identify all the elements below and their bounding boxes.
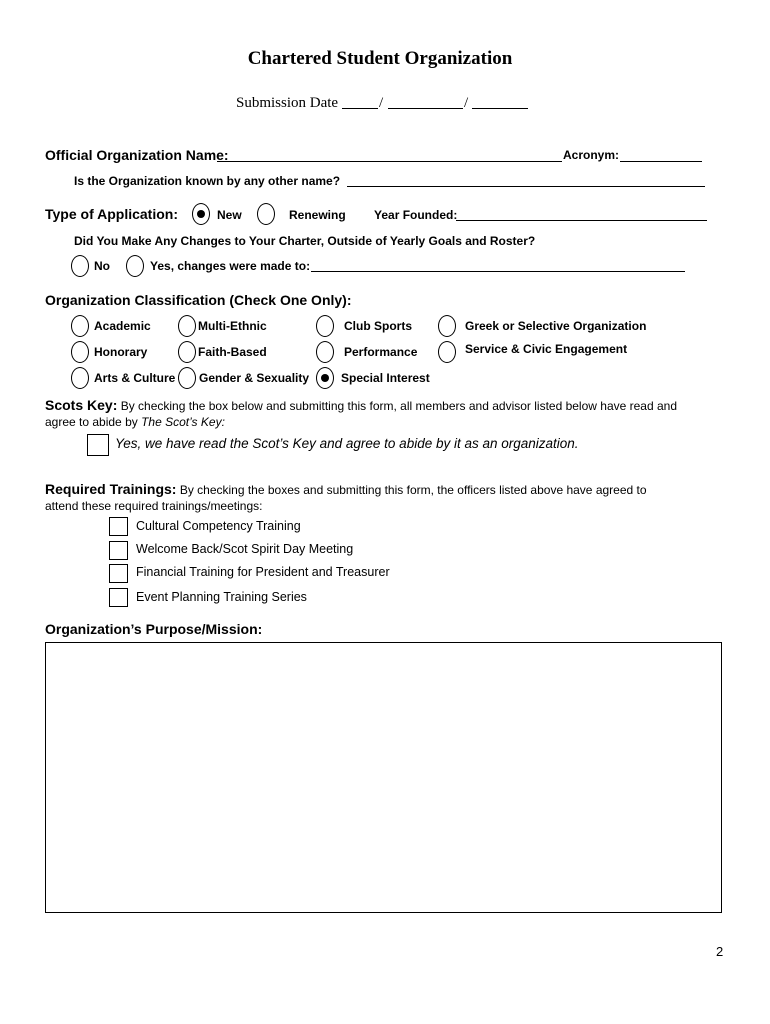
class-greek-label: Greek or Selective Organization xyxy=(465,319,647,333)
type-new-radio[interactable] xyxy=(192,203,210,225)
scots-key-agree-checkbox[interactable] xyxy=(87,434,109,456)
training-cultural-label: Cultural Competency Training xyxy=(136,519,301,533)
acronym-field[interactable] xyxy=(620,161,702,162)
charter-yes-radio[interactable] xyxy=(126,255,144,277)
class-honorary-radio[interactable] xyxy=(71,341,89,363)
trainings-paragraph xyxy=(45,481,647,497)
charter-no-label: No xyxy=(94,259,110,273)
org-name-field[interactable] xyxy=(217,161,562,162)
class-honorary-label: Honorary xyxy=(94,345,148,359)
scots-key-line-2 xyxy=(45,415,225,429)
charter-no-radio[interactable] xyxy=(71,255,89,277)
training-welcome-checkbox[interactable] xyxy=(109,541,128,560)
class-service-label: Service & Civic Engagement xyxy=(465,342,628,356)
submission-date-label: Submission Date xyxy=(236,95,339,111)
class-club-sports-radio[interactable] xyxy=(316,315,334,337)
class-club-sports-label: Club Sports xyxy=(344,319,412,333)
type-renewing-label: Renewing xyxy=(289,208,346,222)
scots-key-agree-label: Yes, we have read the Scot’s Key and agree to abide by it as an organization. xyxy=(115,436,579,451)
training-event-checkbox[interactable] xyxy=(109,588,128,607)
class-faith-based-label: Faith-Based xyxy=(198,345,267,359)
mission-textarea[interactable] xyxy=(45,642,722,913)
submission-month-field[interactable] xyxy=(342,108,378,109)
class-performance-radio[interactable] xyxy=(316,341,334,363)
class-academic-radio[interactable] xyxy=(71,315,89,337)
form-title: Chartered Student Organization xyxy=(247,48,513,69)
training-event-label: Event Planning Training Series xyxy=(136,590,307,604)
training-welcome-label: Welcome Back/Scot Spirit Day Meeting xyxy=(136,542,354,556)
class-performance-label: Performance xyxy=(344,345,418,359)
org-name-label: Official Organization Name: xyxy=(45,147,229,163)
scots-key-text-1: By checking the box below and submitting this form, all members and advisor listed below have read and xyxy=(120,399,677,413)
class-arts-culture-radio[interactable] xyxy=(71,367,89,389)
classification-label: Organization Classification (Check One Only): xyxy=(45,292,352,308)
year-founded-field[interactable] xyxy=(456,220,707,221)
class-academic-label: Academic xyxy=(94,319,151,333)
date-slash-1: / xyxy=(379,95,384,111)
scots-key-text-2: agree to abide by xyxy=(45,415,142,429)
charter-changes-field[interactable] xyxy=(311,271,685,272)
submission-year-field[interactable] xyxy=(472,108,528,109)
class-gender-sexuality-radio[interactable] xyxy=(178,367,196,389)
class-faith-based-radio[interactable] xyxy=(178,341,196,363)
training-financial-label: Financial Training for President and Treasurer xyxy=(136,565,390,579)
acronym-label: Acronym: xyxy=(563,148,620,162)
class-multi-ethnic-radio[interactable] xyxy=(178,315,196,337)
scots-key-heading: Scots Key: xyxy=(45,397,118,413)
trainings-heading: Required Trainings: xyxy=(45,481,177,497)
class-special-interest-radio[interactable] xyxy=(316,367,334,389)
trainings-text-2: attend these required trainings/meetings: xyxy=(45,499,263,513)
page-number: 2 xyxy=(716,944,724,959)
date-slash-2: / xyxy=(464,95,469,111)
type-label: Type of Application: xyxy=(45,206,178,222)
training-financial-checkbox[interactable] xyxy=(109,564,128,583)
class-multi-ethnic-label: Multi-Ethnic xyxy=(198,319,267,333)
charter-yes-label: Yes, changes were made to: xyxy=(150,259,311,273)
type-renewing-radio[interactable] xyxy=(257,203,275,225)
mission-label: Organization’s Purpose/Mission: xyxy=(45,621,263,637)
class-service-radio[interactable] xyxy=(438,341,456,363)
trainings-text-1: By checking the boxes and submitting this form, the officers listed above have agreed to xyxy=(179,483,647,497)
scots-key-paragraph xyxy=(45,397,677,413)
year-founded-label: Year Founded: xyxy=(374,208,458,222)
other-name-field[interactable] xyxy=(347,186,705,187)
scots-key-title: The Scot’s Key: xyxy=(141,415,225,429)
other-name-label: Is the Organization known by any other name? xyxy=(74,174,341,188)
class-gender-sexuality-label: Gender & Sexuality xyxy=(199,371,310,385)
training-cultural-checkbox[interactable] xyxy=(109,517,128,536)
type-new-label: New xyxy=(217,208,242,222)
charter-changes-question: Did You Make Any Changes to Your Charter, Outside of Yearly Goals and Roster? xyxy=(74,234,536,248)
class-greek-radio[interactable] xyxy=(438,315,456,337)
submission-day-field[interactable] xyxy=(388,108,463,109)
class-arts-culture-label: Arts & Culture xyxy=(94,371,176,385)
class-special-interest-label: Special Interest xyxy=(341,371,430,385)
